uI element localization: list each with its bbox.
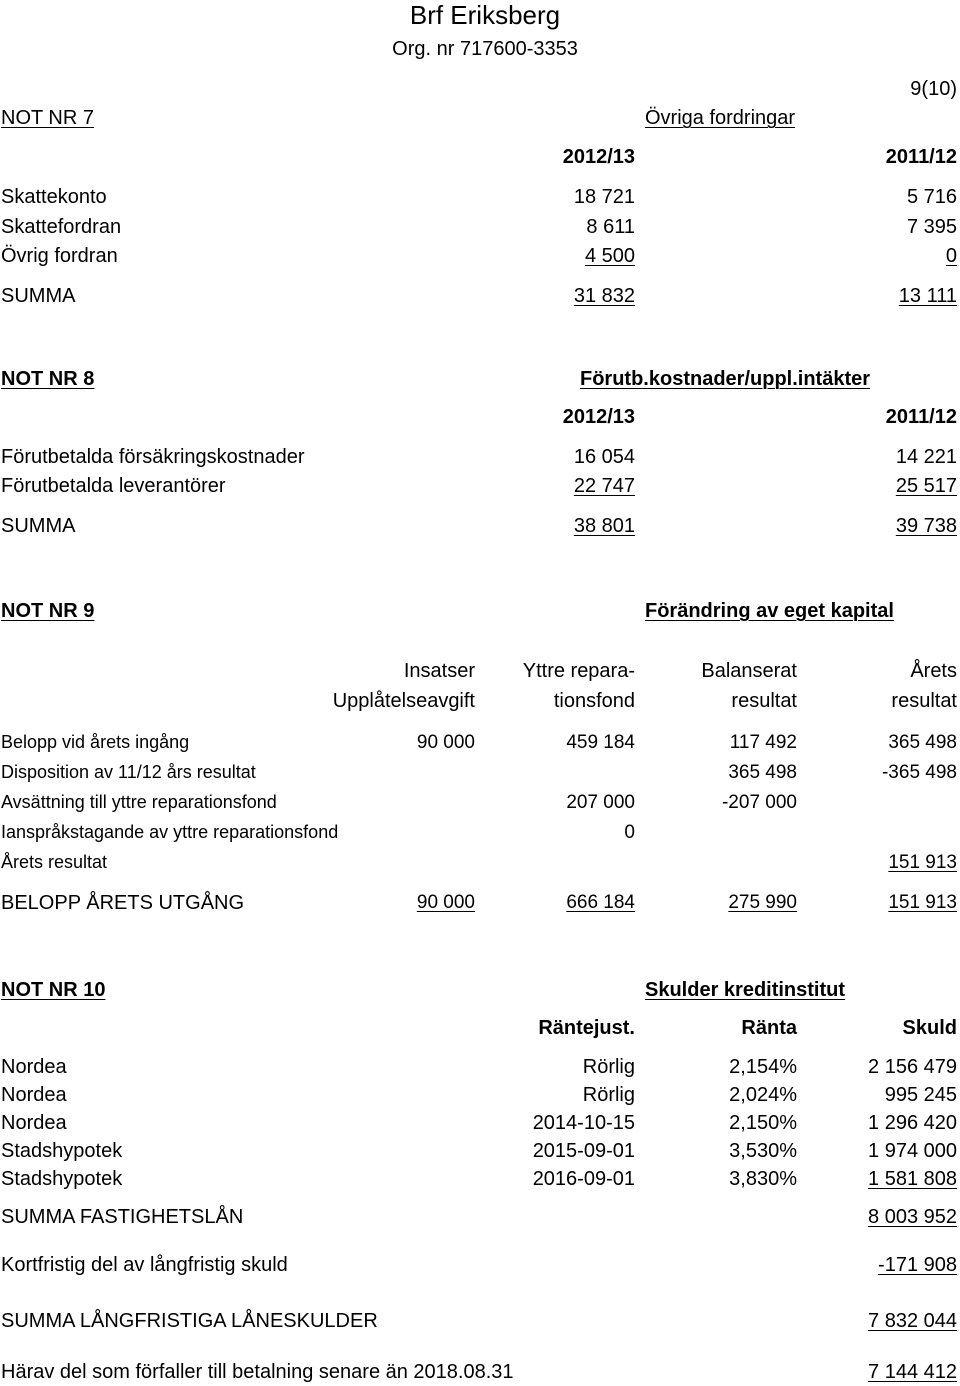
column-header: resultat <box>891 690 957 712</box>
total-value: 151 913 <box>888 892 957 913</box>
note-8-col-2011: 2011/12 <box>885 406 957 428</box>
table-cell: 0 <box>945 245 957 267</box>
table-cell: 2016-09-01 <box>532 1168 635 1190</box>
sum-value: 13 111 <box>898 285 957 307</box>
note-9-title: Förändring av eget kapital <box>645 600 894 622</box>
table-cell: 365 498 <box>728 762 797 783</box>
sum-fastighetslan-value: 8 003 952 <box>868 1206 957 1228</box>
table-cell: 2,150% <box>729 1112 797 1134</box>
table-cell: 207 000 <box>566 792 635 813</box>
sum-value: 38 801 <box>573 515 635 537</box>
table-cell: 365 498 <box>888 732 957 753</box>
note-10-label: NOT NR 10 <box>1 979 106 1001</box>
table-row-label: Nordea <box>1 1084 67 1106</box>
column-header: Årets <box>910 660 957 682</box>
column-header: Yttre repara- <box>522 660 635 682</box>
table-row-label: Förutbetalda leverantörer <box>1 475 226 497</box>
table-row-label: Disposition av 11/12 års resultat <box>1 762 256 782</box>
total-label: BELOPP ÅRETS UTGÅNG <box>1 892 245 914</box>
table-row-label: Förutbetalda försäkringskostnader <box>1 446 305 468</box>
note-7-col-2012: 2012/13 <box>562 146 635 168</box>
note-10-title: Skulder kreditinstitut <box>645 979 846 1001</box>
column-header: Ränta <box>741 1017 797 1039</box>
table-row-label: Övrig fordran <box>1 245 118 267</box>
table-cell: 22 747 <box>573 475 635 497</box>
table-cell: -365 498 <box>881 762 957 783</box>
note-8-title: Förutb.kostnader/uppl.intäkter <box>580 368 871 390</box>
table-cell: 2,024% <box>729 1084 797 1106</box>
table-cell: 3,830% <box>729 1168 797 1190</box>
note-7-title: Övriga fordringar <box>645 107 796 129</box>
note-7-col-2011: 2011/12 <box>885 146 957 168</box>
table-row-label: Skattefordran <box>1 216 122 238</box>
column-header: Insatser <box>403 660 475 682</box>
total-value: 275 990 <box>728 892 797 913</box>
note-8-label: NOT NR 8 <box>1 368 95 390</box>
table-cell: 5 716 <box>906 186 957 208</box>
note-7-label: NOT NR 7 <box>1 107 94 129</box>
table-row-label: Årets resultat <box>1 852 108 872</box>
column-header: Räntejust. <box>538 1017 635 1039</box>
table-cell: -207 000 <box>721 792 797 813</box>
table-cell: 1 581 808 <box>868 1168 957 1190</box>
table-cell: 995 245 <box>884 1084 957 1106</box>
table-row-label: Stadshypotek <box>1 1168 123 1190</box>
table-cell: 16 054 <box>573 446 635 468</box>
sum-value: 39 738 <box>895 515 957 537</box>
sum-value: 31 832 <box>573 285 635 307</box>
column-header: resultat <box>731 690 797 712</box>
page-number: 9(10) <box>910 78 957 100</box>
table-cell: 3,530% <box>729 1140 797 1162</box>
table-cell: 18 721 <box>573 186 635 208</box>
table-cell: 90 000 <box>416 732 475 753</box>
harav-value: 7 144 412 <box>868 1361 957 1383</box>
table-row-label: Ianspråkstagande av yttre reparationsfond <box>1 822 339 842</box>
table-cell: 2015-09-01 <box>532 1140 635 1162</box>
kortfristig-value: -171 908 <box>878 1254 957 1276</box>
org-number: Org. nr 717600-3353 <box>392 38 578 60</box>
table-row-label: Nordea <box>1 1056 67 1078</box>
table-row-label: Belopp vid årets ingång <box>1 732 190 752</box>
column-header: Upplåtelseavgift <box>332 690 475 712</box>
table-row-label: Stadshypotek <box>1 1140 123 1162</box>
note-8-col-2012: 2012/13 <box>562 406 635 428</box>
note-9-label: NOT NR 9 <box>1 600 95 622</box>
total-value: 666 184 <box>566 892 635 913</box>
harav-label: Härav del som förfaller till betalning senare än 2018.08.31 <box>1 1361 514 1383</box>
table-cell: 151 913 <box>888 852 957 873</box>
table-cell: 117 492 <box>729 732 797 753</box>
table-cell: 8 611 <box>586 216 635 238</box>
column-header: tionsfond <box>553 690 635 712</box>
column-header: Skuld <box>902 1017 957 1039</box>
table-cell: 7 395 <box>906 216 957 238</box>
sum-label: SUMMA <box>1 285 76 307</box>
table-cell: 1 296 420 <box>868 1112 957 1134</box>
sum-fastighetslan-label: SUMMA FASTIGHETSLÅN <box>1 1206 244 1228</box>
table-cell: 0 <box>624 822 635 843</box>
table-cell: 4 500 <box>584 245 635 267</box>
table-cell: 25 517 <box>895 475 957 497</box>
table-cell: 2 156 479 <box>868 1056 957 1078</box>
table-cell: 14 221 <box>895 446 957 468</box>
table-cell: 2014-10-15 <box>532 1112 635 1134</box>
sum-langfristiga-value: 7 832 044 <box>868 1310 957 1332</box>
kortfristig-label: Kortfristig del av långfristig skuld <box>1 1254 288 1276</box>
table-row-label: Skattekonto <box>1 186 107 208</box>
table-cell: 1 974 000 <box>868 1140 957 1162</box>
table-cell: Rörlig <box>582 1084 635 1106</box>
table-row-label: Nordea <box>1 1112 67 1134</box>
company-name: Brf Eriksberg <box>409 0 561 30</box>
table-cell: Rörlig <box>582 1056 635 1078</box>
total-value: 90 000 <box>416 892 475 913</box>
table-row-label: Avsättning till yttre reparationsfond <box>1 792 277 812</box>
sum-label: SUMMA <box>1 515 76 537</box>
table-cell: 459 184 <box>566 732 635 753</box>
sum-langfristiga-label: SUMMA LÅNGFRISTIGA LÅNESKULDER <box>1 1310 378 1332</box>
column-header: Balanserat <box>701 660 797 682</box>
table-cell: 2,154% <box>729 1056 797 1078</box>
